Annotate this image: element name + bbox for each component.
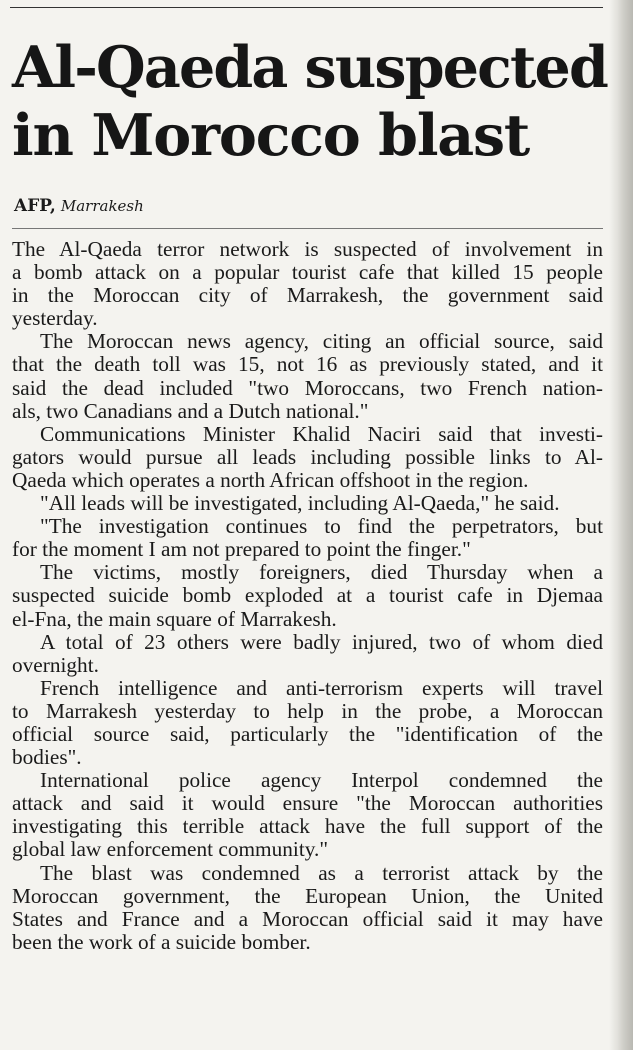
body-line: The Al-Qaeda terror network is suspected of involvement in [12, 237, 603, 261]
body-line: als, two Canadians and a Dutch national." [12, 398, 369, 423]
body-line: gators would pursue all leads including possible links to Al- [12, 444, 603, 469]
page-edge-shadow [609, 0, 633, 1050]
body-line: suspected suicide bomb exploded at a tourist cafe in Djemaa [12, 583, 603, 608]
body-line: Moroccan government, the European Union, the United [12, 883, 603, 908]
body-line: el-Fna, the main square of Marrakesh. [12, 606, 337, 631]
body-line: a bomb attack on a popular tourist cafe that killed 15 people [12, 260, 603, 285]
body-line: "All leads will be investigated, including Al-Qaeda," he said. [40, 491, 560, 516]
headline-line-1: Al-Qaeda suspected [12, 34, 607, 101]
body-line: for the moment I am not prepared to point the finger." [12, 537, 471, 562]
body-line: French intelligence and anti-terrorism experts will travel [40, 675, 603, 700]
body-line: global law enforcement community." [12, 837, 329, 862]
byline [14, 196, 144, 216]
body-line: attack and said it would ensure "the Moroccan authorities [12, 791, 603, 816]
top-rule [10, 7, 603, 8]
byline-divider [12, 228, 603, 229]
body-line: "The investigation continues to find the perpetrators, but [40, 514, 603, 539]
body-line: International police agency Interpol condemned the [40, 768, 603, 793]
body-line: overnight. [12, 652, 99, 677]
body-line: The Moroccan news agency, citing an official source, said [40, 329, 603, 354]
body-line: Qaeda which operates a north African offshoot in the region. [12, 467, 529, 492]
headline [12, 34, 612, 170]
body-line: States and France and a Moroccan official said it may have [12, 906, 603, 931]
body-line: official source said, particularly the "identification of the [12, 721, 603, 746]
body-line: to Marrakesh yesterday to help in the probe, a Moroccan [12, 698, 603, 723]
body-line: The victims, mostly foreigners, died Thursday when a [40, 560, 603, 585]
byline-location: Marrakesh [60, 197, 144, 215]
body-line: that the death toll was 15, not 16 as previously stated, and it [12, 352, 603, 377]
headline-line-2: in Morocco blast [12, 102, 530, 169]
body-line: Communications Minister Khalid Naciri said that investi- [40, 421, 603, 446]
byline-agency: AFP, [14, 196, 56, 216]
body-line: A total of 23 others were badly injured, two of whom died [40, 629, 603, 654]
body-line: yesterday. [12, 306, 98, 331]
body-line: The blast was condemned as a terrorist attack by the [40, 860, 603, 885]
body-line: bodies". [12, 745, 82, 770]
body-line: said the dead included "two Moroccans, two French nation- [12, 375, 603, 400]
body-line: been the work of a suicide bomber. [12, 929, 311, 954]
article-body [12, 238, 603, 954]
body-line: investigating this terrible attack have the full support of the [12, 814, 603, 839]
body-line: in the Moroccan city of Marrakesh, the government said [12, 283, 603, 308]
